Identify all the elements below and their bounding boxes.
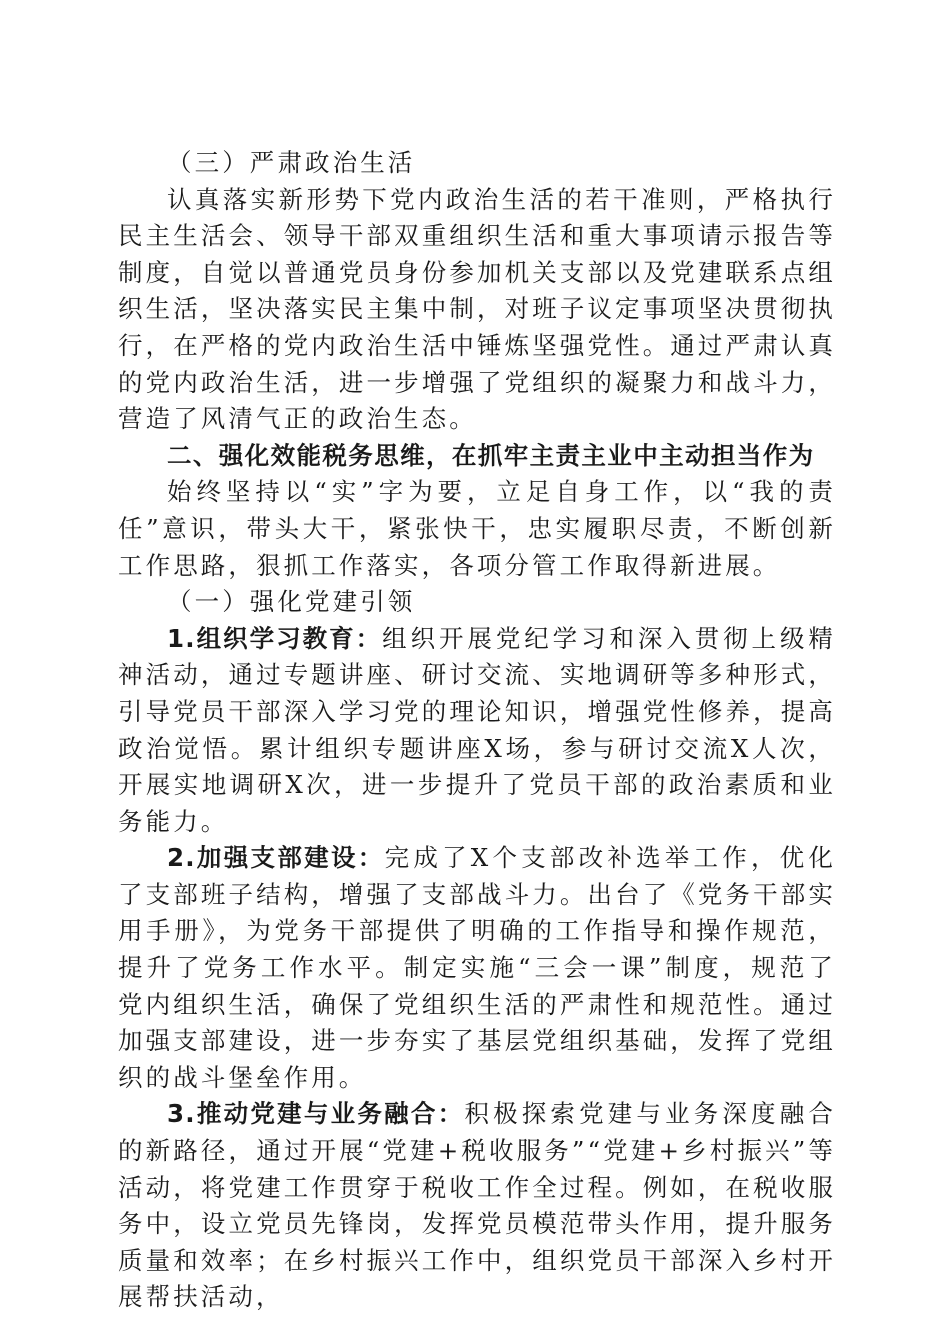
- item-3-paragraph: [118, 1096, 836, 1316]
- item-1-body: 组织开展党纪学习和深入贯彻上级精神活动，通过专题讲座、研讨交流、实地调研等多种形式，引导党员干部深入学习党的理论知识，增强党性修养，提高政治觉悟。累计组织专题讲座X场，参与研讨交流X人次，开展实地调研X次，进一步提升了党员干部的政治素质和业务能力。: [118, 623, 836, 836]
- sub-1-heading: （一）强化党建引领: [167, 587, 416, 617]
- item-1-paragraph: [118, 621, 836, 841]
- part-2-intro-paragraph: 始终坚持以“实”字为要，立足自身工作，以“我的责任”意识，带头大干，紧张快干，忠实履职尽责，不断创新工作思路，狠抓工作落实，各项分管工作取得新进展。: [118, 477, 836, 580]
- section-3-heading: （三）严肃政治生活: [167, 148, 416, 177]
- item-2-paragraph: [118, 840, 836, 1096]
- item-2-title: 2.加强支部建设：: [167, 843, 385, 873]
- item-2-body: 完成了X个支部改补选举工作，优化了支部班子结构，增强了支部战斗力。出台了《党务干部实用手册》，为党务干部提供了明确的工作指导和操作规范，提升了党务工作水平。制定实施“三会一课”制度，规范了党内组织生活，确保了党组织生活的严肃性和规范性。通过加强支部建设，进一步夯实了基层党组织基础，发挥了党组织的战斗堡垒作用。: [118, 843, 837, 1092]
- item-3-body: 积极探索党建与业务深度融合的新路径，通过开展“党建+税收服务”“党建+乡村振兴”等活动，将党建工作贯穿于税收工作全过程。例如，在税收服务中，设立党员先锋岗，发挥党员模范带头作用，提升服务质量和效率；在乡村振兴工作中，组织党员干部深入乡村开展帮扶活动，: [118, 1099, 836, 1312]
- section-3-paragraph: 认真落实新形势下党内政治生活的若干准则，严格执行民主生活会、领导干部双重组织生活和重大事项请示报告等制度，自觉以普通党员身份参加机关支部以及党建联系点组织生活，坚决落实民主集中制，对班子议定事项坚决贯彻执行，在严格的党内政治生活中锤炼坚强党性。通过严肃认真的党内政治生活，进一步增强了党组织的凝聚力和战斗力，营造了风清气正的政治生态。: [118, 184, 836, 434]
- item-3-title: 3.推动党建与业务融合：: [167, 1099, 465, 1129]
- item-1-title: 1.组织学习教育：: [167, 623, 383, 653]
- part-2-heading: 二、强化效能税务思维，在抓牢主责主业中主动担当作为: [167, 440, 815, 470]
- document-body: [118, 145, 836, 1316]
